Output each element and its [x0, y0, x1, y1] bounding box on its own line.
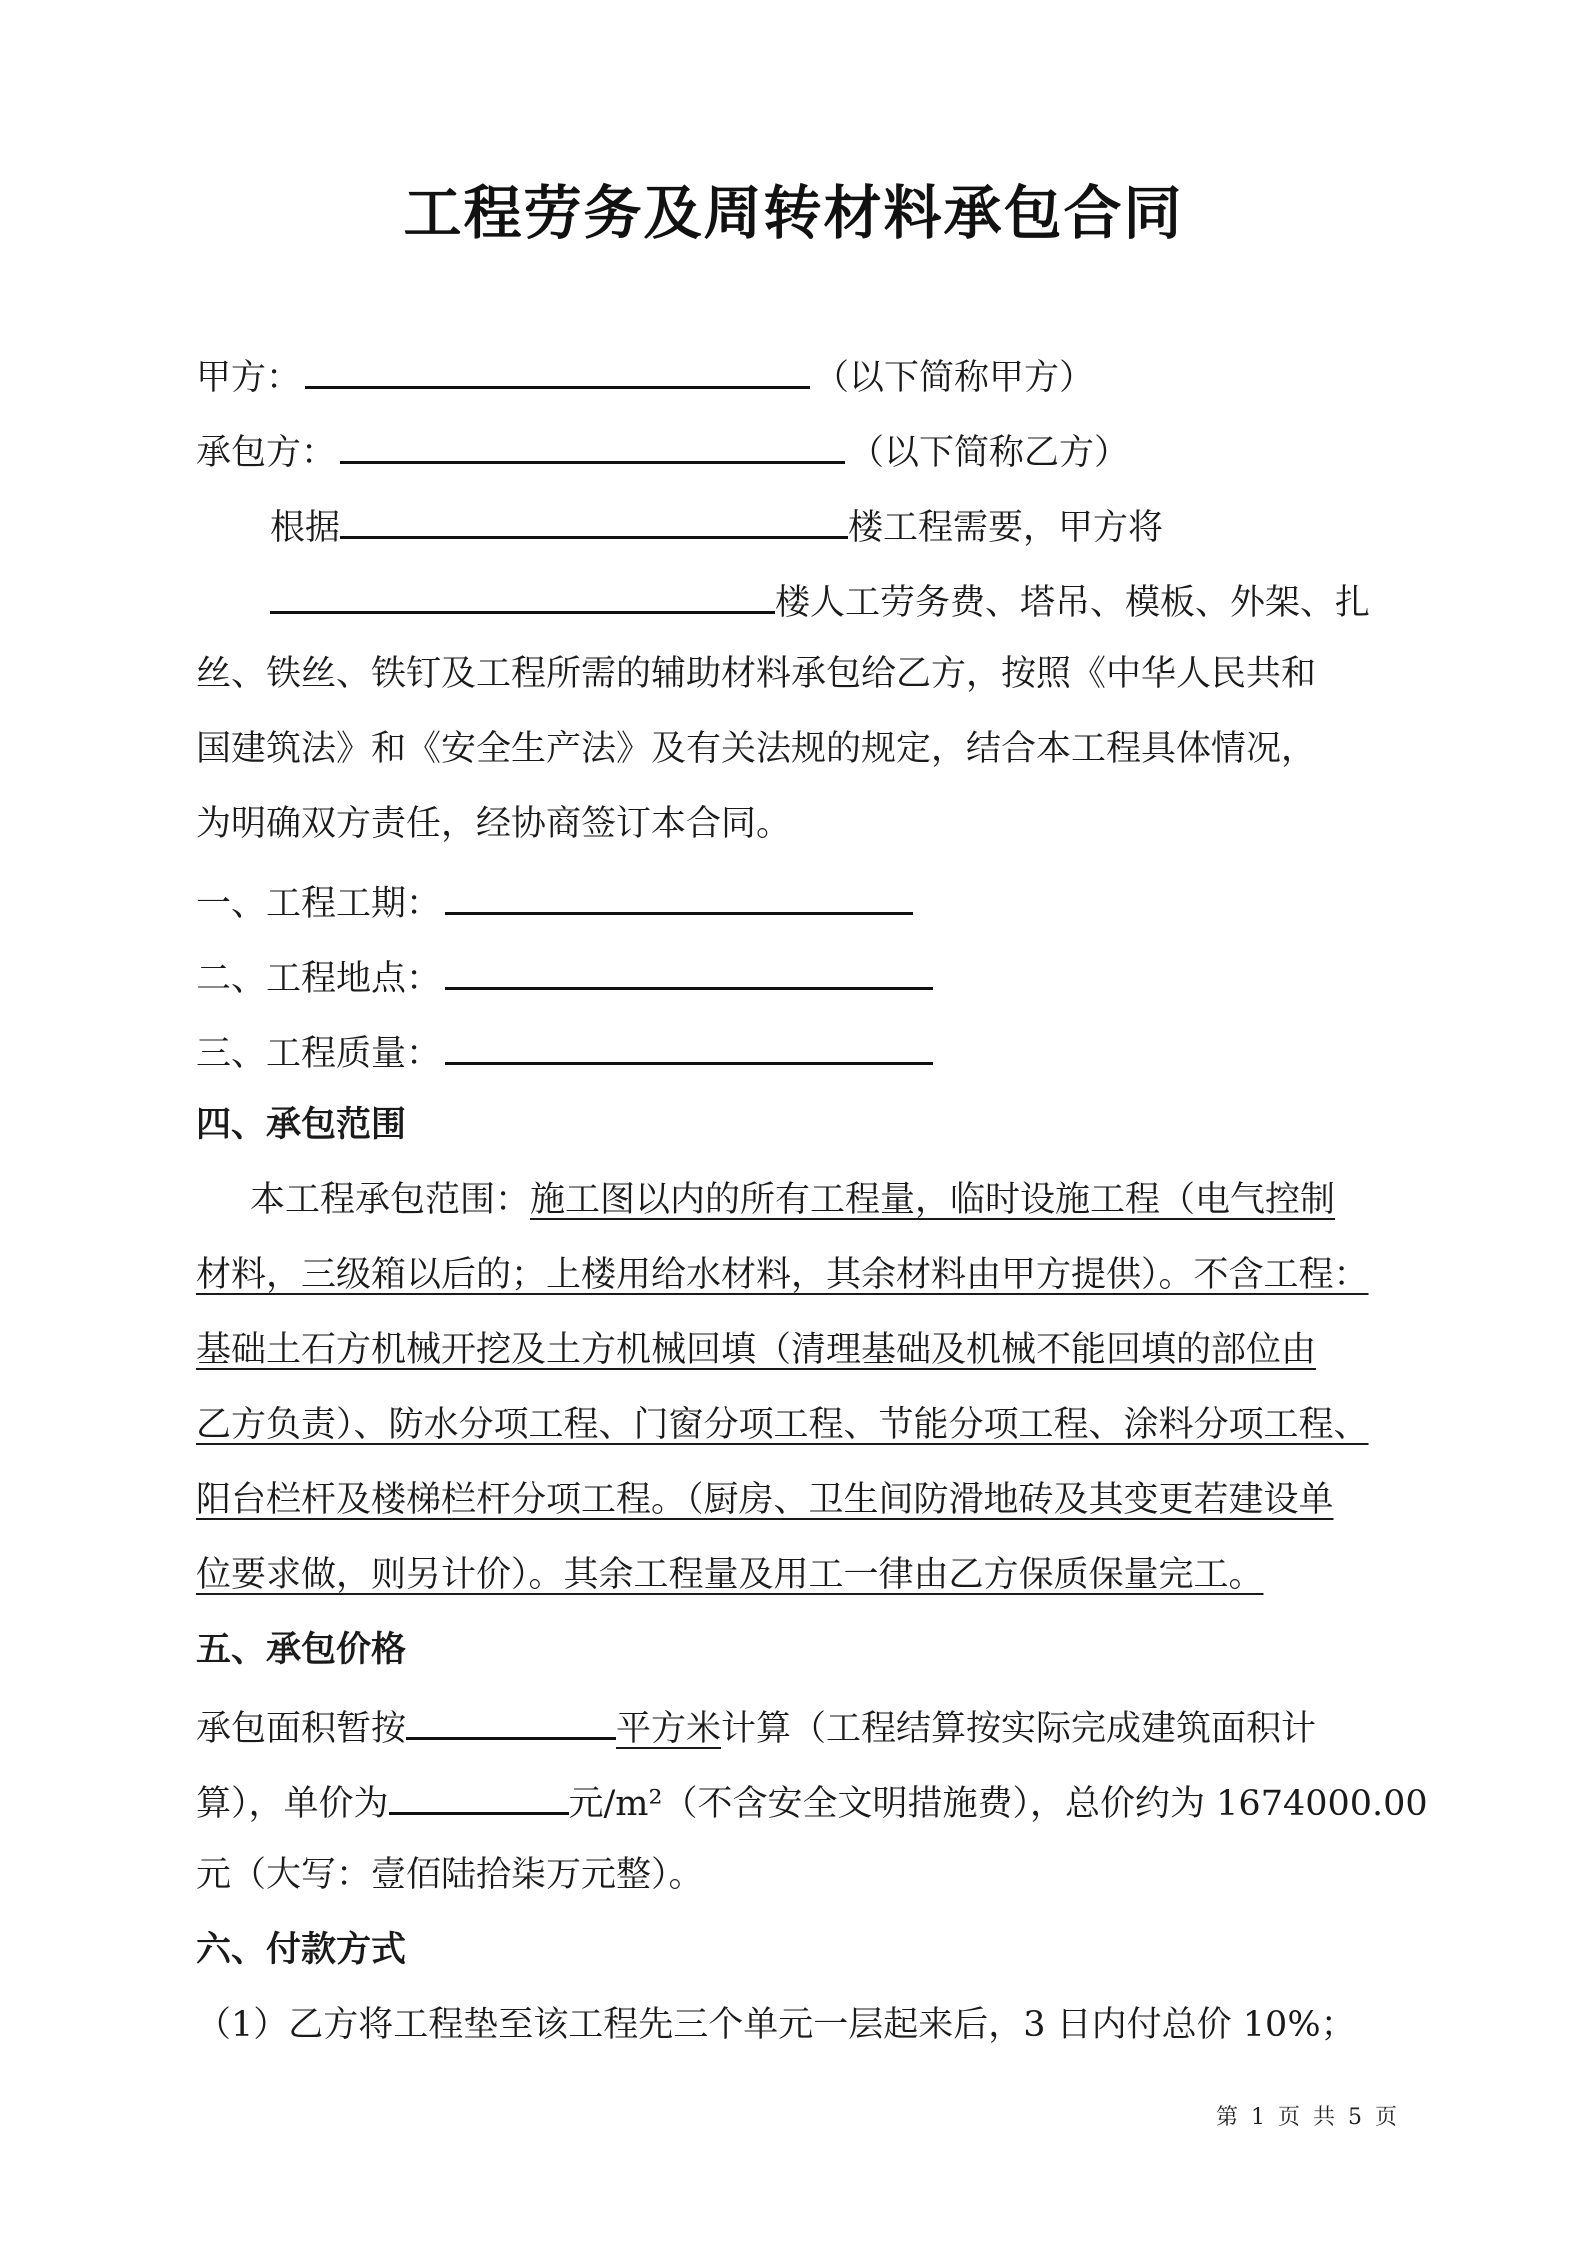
section-2-heading: 二、工程地点：: [196, 959, 442, 999]
price-line-3: 元（大写：壹佰陆拾柒万元整）。: [196, 1855, 704, 1895]
party-a-label: 甲方：: [196, 358, 302, 398]
contract-title: 工程劳务及周转材料承包合同: [403, 179, 1184, 247]
section-3-heading: 三、工程质量：: [196, 1034, 442, 1074]
section-5-heading: 五、承包价格: [196, 1630, 407, 1670]
unit-price-blank[interactable]: [389, 1778, 569, 1815]
intro-text: 楼人工劳务费、塔吊、模板、外架、扎: [775, 583, 1371, 623]
section-3-line: [196, 1028, 937, 1076]
section-4-heading: 四、承包范围: [196, 1105, 407, 1145]
scope-line-4: 乙方负责）、防水分项工程、门窗分项工程、节能分项工程、涂料分项工程、: [196, 1405, 1369, 1445]
price-text: 承包面积暂按: [196, 1709, 407, 1749]
party-b-blank[interactable]: [340, 427, 845, 464]
intro-line-4: 国建筑法》和《安全生产法》及有关法规的规定，结合本工程具体情况，: [196, 729, 1317, 769]
page-number-footer: 第 1 页 共 5 页: [1216, 2105, 1397, 2130]
price-line-2: [196, 1778, 1428, 1826]
intro-line-5: 为明确双方责任，经协商签订本合同。: [196, 804, 792, 844]
scope-line-6: 位要求做，则另计价）。其余工程量及用工一律由乙方保质保量完工。: [196, 1555, 1264, 1595]
party-a-blank[interactable]: [305, 352, 810, 389]
location-blank[interactable]: [445, 953, 933, 990]
intro-line-1: [270, 502, 1163, 550]
scope-text: 施工图以内的所有工程量，临时设施工程（电气控制: [530, 1180, 1336, 1220]
section-6-heading: 六、付款方式: [196, 1930, 407, 1970]
scope-prefix: 本工程承包范围：: [250, 1180, 531, 1220]
price-line-1: [196, 1703, 1316, 1751]
price-text: 计算（工程结算按实际完成建筑面积计: [721, 1709, 1317, 1749]
intro-line-3: 丝、铁丝、铁钉及工程所需的辅助材料承包给乙方，按照《中华人民共和: [196, 654, 1317, 694]
intro-line-2: [270, 577, 1370, 625]
party-b-label: 承包方：: [196, 433, 337, 473]
payment-item-1: （1）乙方将工程垫至该工程先三个单元一层起来后，3 日内付总价 10%；: [196, 2005, 1356, 2045]
section-1-line: [196, 878, 917, 926]
area-unit: 平方米: [616, 1709, 722, 1749]
price-text: 元/m²（不含安全文明措施费），总价约为 1674000.00: [568, 1784, 1428, 1824]
section-1-heading: 一、工程工期：: [196, 884, 442, 924]
scope-line-2: 材料，三级箱以后的；上楼用给水材料，其余材料由甲方提供）。不含工程：: [196, 1255, 1369, 1295]
scope-line-5: 阳台栏杆及楼梯栏杆分项工程。（厨房、卫生间防滑地砖及其变更若建设单: [196, 1480, 1334, 1520]
building-blank[interactable]: [270, 577, 775, 614]
area-blank[interactable]: [406, 1703, 616, 1740]
party-a-note: （以下简称甲方）: [814, 358, 1095, 398]
price-text: 算），单价为: [196, 1784, 389, 1824]
intro-text: 根据: [270, 508, 341, 548]
party-b-line: [196, 427, 1129, 475]
scope-line-3: 基础土石方机械开挖及土方机械回填（清理基础及机械不能回填的部位由: [196, 1330, 1317, 1370]
scope-line-1: [250, 1178, 1335, 1222]
party-a-line: [196, 352, 1094, 400]
duration-blank[interactable]: [445, 878, 913, 915]
intro-text: 楼工程需要，甲方将: [848, 508, 1164, 548]
party-b-note: （以下简称乙方）: [849, 433, 1130, 473]
project-name-blank[interactable]: [340, 502, 848, 539]
quality-blank[interactable]: [445, 1028, 933, 1065]
section-2-line: [196, 953, 937, 1001]
